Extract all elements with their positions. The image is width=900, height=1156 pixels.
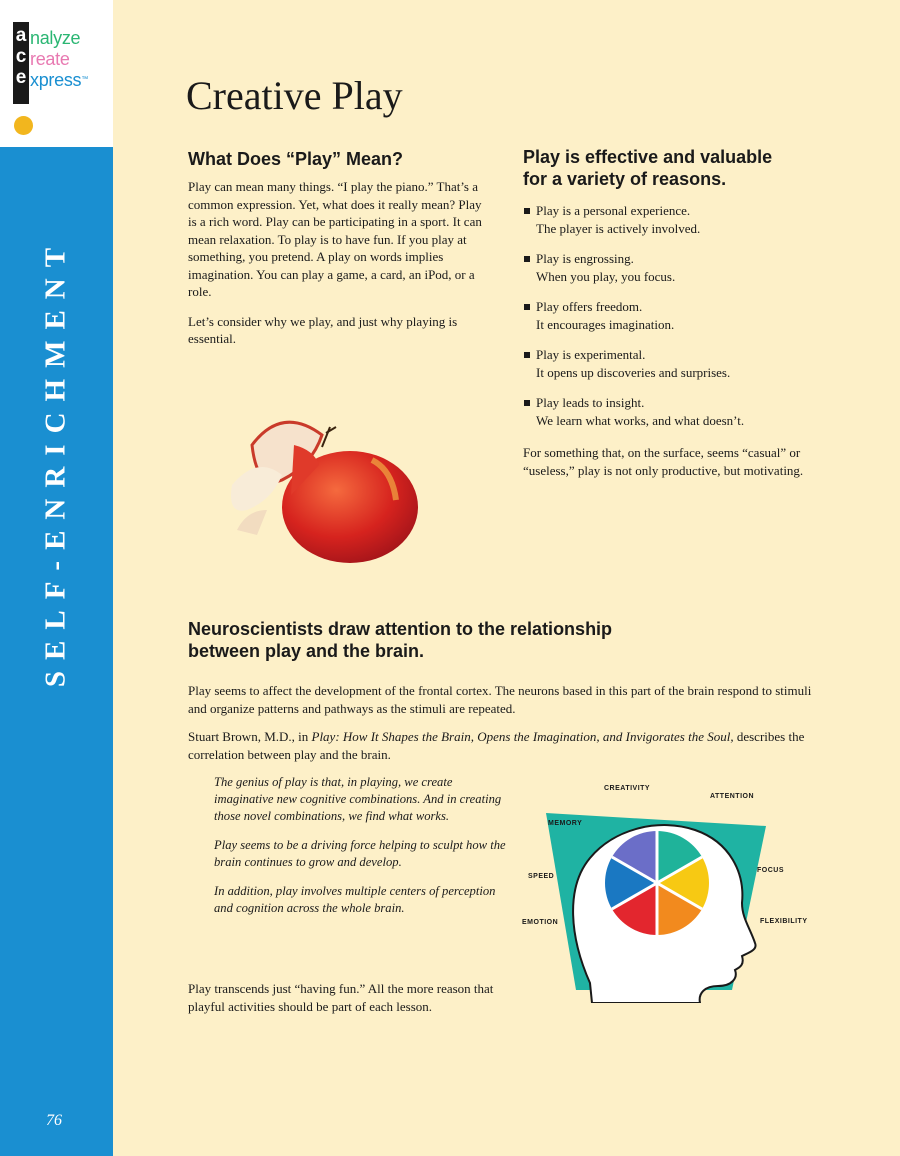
neuro-paragraph-2 <box>188 728 828 763</box>
neuro-heading <box>188 618 612 662</box>
bullet-square-icon <box>524 352 530 358</box>
label-creativity: CREATIVITY <box>604 785 651 792</box>
label-emotion: EMOTION <box>522 919 559 926</box>
quote-block <box>214 774 514 929</box>
sidebar <box>0 0 113 1156</box>
bullet-square-icon <box>524 304 530 310</box>
list-item-line-2: We learn what works, and what doesn’t. <box>536 412 745 428</box>
list-item-line-1: Play is engrossing. <box>536 251 634 266</box>
quote-2: Play seems to be a driving force helping to sculpt how the brain continues to grow and develop. <box>214 838 506 869</box>
quote-1: The genius of play is that, in playing, we create imaginative new cognitive combinations. And in creating those novel combinations, we find what works. <box>214 775 502 823</box>
paragraph-2-prefix: Stuart Brown, M.D., in <box>188 729 312 744</box>
logo-letter-a: a <box>15 25 27 46</box>
section-label: SELF-ENRICHMENT <box>39 236 72 688</box>
list-item-line-2: It opens up discoveries and surprises. <box>536 364 731 380</box>
logo-word-create: reate <box>30 49 70 69</box>
neuro-heading-line-2: between play and the brain. <box>188 641 425 661</box>
label-memory: MEMORY <box>548 820 583 827</box>
logo-tm: ™ <box>81 76 88 83</box>
list-item-line-1: Play is experimental. <box>536 347 646 362</box>
neuro-paragraph-1: Play seems to affect the development of the frontal cortex. The neurons based in this part of the brain respond to stimuli and organize patterns and pathways as the stimuli are repeated. <box>188 683 812 716</box>
list-item-line-2: The player is actively involved. <box>536 220 701 236</box>
list-item-line-1: Play leads to insight. <box>536 395 645 410</box>
brain-wheel <box>605 831 709 935</box>
logo-word-analyze: nalyze <box>30 28 81 48</box>
logo-word-express-text: xpress <box>30 70 82 90</box>
page-title: Creative Play <box>186 73 403 118</box>
list-item-line-1: Play offers freedom. <box>536 299 643 314</box>
list-item <box>524 298 824 333</box>
neuro-heading-line-1: Neuroscientists draw attention to the relationship <box>188 619 613 639</box>
left-heading: What Does “Play” Mean? <box>188 149 404 169</box>
left-paragraph-2: Let’s consider why we play, and just why playing is essential. <box>188 313 458 346</box>
list-item-line-1: Play is a personal experience. <box>536 203 691 218</box>
paragraph-2-suffix: describes the correlation between play and the brain. <box>188 729 805 762</box>
right-heading <box>523 146 772 190</box>
benefits-list <box>524 202 824 442</box>
list-item <box>524 250 824 285</box>
list-item-line-2: When you play, you focus. <box>536 268 676 284</box>
logo <box>0 0 113 147</box>
bullet-square-icon <box>524 208 530 214</box>
list-item <box>524 346 824 381</box>
right-closing: For something that, on the surface, seems “casual” or “useless,” play is not only productive, but motivating. <box>523 445 804 478</box>
left-paragraph-1: Play can mean many things. “I play the piano.” That’s a common expression. Yet, what does it really mean? Play is a rich word. Play can be participating in a sport. It can mean relaxation. To play is to have fun. If you play at something, you pretend. A play on words implies imagination. You can play a game, a card, an iPod, or a role. <box>188 179 482 299</box>
logo-letter-e: e <box>15 67 27 88</box>
list-item <box>524 394 824 429</box>
label-focus: FOCUS <box>757 867 784 874</box>
logo-dot-icon <box>14 116 33 135</box>
label-speed: SPEED <box>528 873 555 880</box>
label-flexibility: FLEXIBILITY <box>760 918 808 925</box>
brain-diagram <box>520 778 820 1003</box>
logo-letter-c: c <box>15 46 27 67</box>
bullet-square-icon <box>524 256 530 262</box>
right-heading-line-1: Play is effective and valuable <box>523 147 773 167</box>
right-heading-line-2: for a variety of reasons. <box>523 169 727 189</box>
left-body <box>188 178 488 360</box>
book-title: Play: How It Shapes the Brain, Opens the Imagination, and Invigorates the Soul, <box>311 729 734 744</box>
logo-word-express <box>30 69 88 91</box>
neuro-closing: Play transcends just “having fun.” All the more reason that playful activities should be part of each lesson. <box>188 981 494 1014</box>
list-item <box>524 202 824 237</box>
list-item-line-2: It encourages imagination. <box>536 316 675 332</box>
bullet-square-icon <box>524 400 530 406</box>
label-attention: ATTENTION <box>710 793 755 800</box>
page-number: 76 <box>46 1112 62 1129</box>
apple-illustration <box>222 405 422 565</box>
quote-3: In addition, play involves multiple centers of perception and cognition across the whole brain. <box>214 884 496 915</box>
